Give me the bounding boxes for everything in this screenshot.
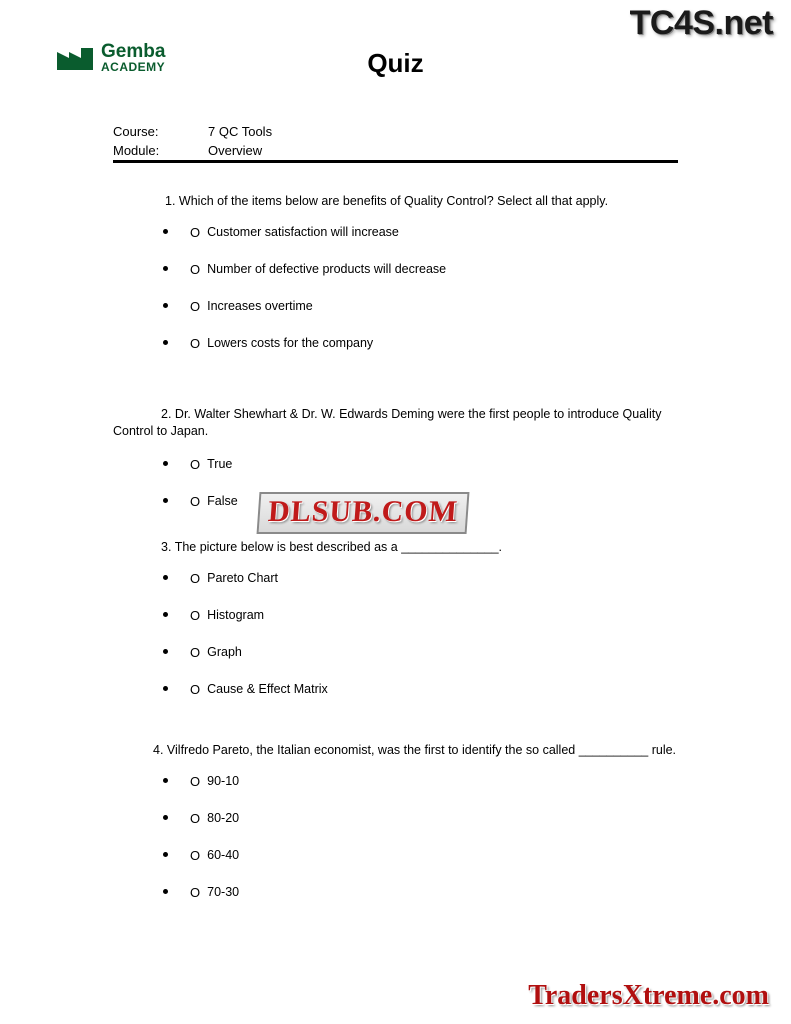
- question-4: [113, 742, 688, 921]
- question-3-number: 3.: [161, 540, 172, 554]
- logo-name: Gemba: [101, 41, 166, 62]
- option-label: Number of defective products will decrease: [207, 262, 447, 276]
- question-1-prompt: Which of the items below are benefits of Quality Control? Select all that apply.: [178, 194, 609, 208]
- page-title: Quiz: [367, 48, 424, 78]
- option-row[interactable]: [113, 224, 683, 261]
- module-label: Module:: [113, 143, 160, 158]
- option-label: 90-10: [207, 774, 240, 788]
- bullet-icon: [163, 686, 168, 691]
- option-circle-icon[interactable]: O: [190, 645, 201, 660]
- bullet-icon: [163, 303, 168, 308]
- question-3-prompt: The picture below is best described as a ______________.: [174, 540, 502, 554]
- bullet-icon: [163, 266, 168, 271]
- option-circle-icon[interactable]: O: [190, 774, 201, 789]
- option-circle-icon[interactable]: O: [190, 225, 201, 240]
- option-circle-icon[interactable]: O: [190, 336, 201, 351]
- option-row[interactable]: [113, 644, 683, 681]
- module-value: Overview: [208, 143, 263, 158]
- option-label: True: [207, 457, 233, 471]
- watermark-bottom-right: TradersXtreme.com: [528, 980, 769, 1011]
- logo-subtitle: ACADEMY: [101, 60, 166, 74]
- option-label: 80-20: [207, 811, 240, 825]
- bullet-icon: [163, 340, 168, 345]
- bullet-icon: [163, 498, 168, 503]
- question-1: [113, 193, 683, 372]
- option-row[interactable]: [113, 570, 683, 607]
- option-circle-icon[interactable]: O: [190, 571, 201, 586]
- question-4-prompt: Vilfredo Pareto, the Italian economist, was the first to identify the so called __________ rule.: [166, 743, 677, 757]
- question-3-text: [113, 539, 683, 556]
- option-label: Customer satisfaction will increase: [207, 225, 399, 239]
- option-row[interactable]: [113, 681, 683, 718]
- course-row: [113, 122, 678, 141]
- question-4-options: [113, 773, 688, 921]
- option-circle-icon[interactable]: O: [190, 811, 201, 826]
- question-2-options: [113, 456, 683, 530]
- bullet-icon: [163, 815, 168, 820]
- option-row[interactable]: [113, 298, 683, 335]
- option-row[interactable]: [113, 810, 688, 847]
- option-row[interactable]: [113, 847, 688, 884]
- option-circle-icon[interactable]: O: [190, 682, 201, 697]
- option-label: Cause & Effect Matrix: [207, 682, 328, 696]
- option-row[interactable]: [113, 335, 683, 372]
- option-label: False: [207, 494, 238, 508]
- question-3: [113, 539, 683, 718]
- option-row[interactable]: [113, 456, 683, 493]
- option-row[interactable]: [113, 884, 688, 921]
- question-4-number: 4.: [153, 743, 164, 757]
- header-divider: [113, 160, 678, 163]
- option-row[interactable]: [113, 773, 688, 810]
- question-2-prompt: Dr. Walter Shewhart & Dr. W. Edwards Deming were the first people to introduce Quality Control to Japan.: [113, 407, 662, 438]
- question-3-options: [113, 570, 683, 718]
- option-circle-icon[interactable]: O: [190, 885, 201, 900]
- option-label: Increases overtime: [207, 299, 313, 313]
- question-1-number: 1.: [165, 194, 176, 208]
- module-row: [113, 141, 678, 160]
- option-label: 60-40: [207, 848, 240, 862]
- option-label: Lowers costs for the company: [207, 336, 374, 350]
- option-circle-icon[interactable]: O: [190, 848, 201, 863]
- bullet-icon: [163, 612, 168, 617]
- option-circle-icon[interactable]: O: [190, 494, 201, 509]
- question-2-text: [113, 406, 683, 440]
- option-circle-icon[interactable]: O: [190, 262, 201, 277]
- option-label: Histogram: [207, 608, 265, 622]
- course-label: Course:: [113, 124, 159, 139]
- question-4-text: [113, 742, 688, 759]
- question-1-text: [113, 193, 683, 210]
- option-label: Pareto Chart: [207, 571, 278, 585]
- bullet-icon: [163, 778, 168, 783]
- bullet-icon: [163, 889, 168, 894]
- option-label: 70-30: [207, 885, 240, 899]
- option-circle-icon[interactable]: O: [190, 608, 201, 623]
- course-meta: [113, 122, 678, 160]
- option-circle-icon[interactable]: O: [190, 299, 201, 314]
- question-2-number: 2.: [161, 407, 172, 421]
- option-row[interactable]: [113, 493, 683, 530]
- option-row[interactable]: [113, 261, 683, 298]
- question-1-options: [113, 224, 683, 372]
- watermark-middle: DLSUB.COM: [257, 492, 470, 534]
- bullet-icon: [163, 461, 168, 466]
- bullet-icon: [163, 229, 168, 234]
- question-2: [113, 406, 683, 530]
- watermark-top-right: TC4S.net: [629, 4, 773, 42]
- option-label: Graph: [207, 645, 242, 659]
- course-value: 7 QC Tools: [208, 124, 273, 139]
- bullet-icon: [163, 575, 168, 580]
- bullet-icon: [163, 852, 168, 857]
- option-circle-icon[interactable]: O: [190, 457, 201, 472]
- bullet-icon: [163, 649, 168, 654]
- option-row[interactable]: [113, 607, 683, 644]
